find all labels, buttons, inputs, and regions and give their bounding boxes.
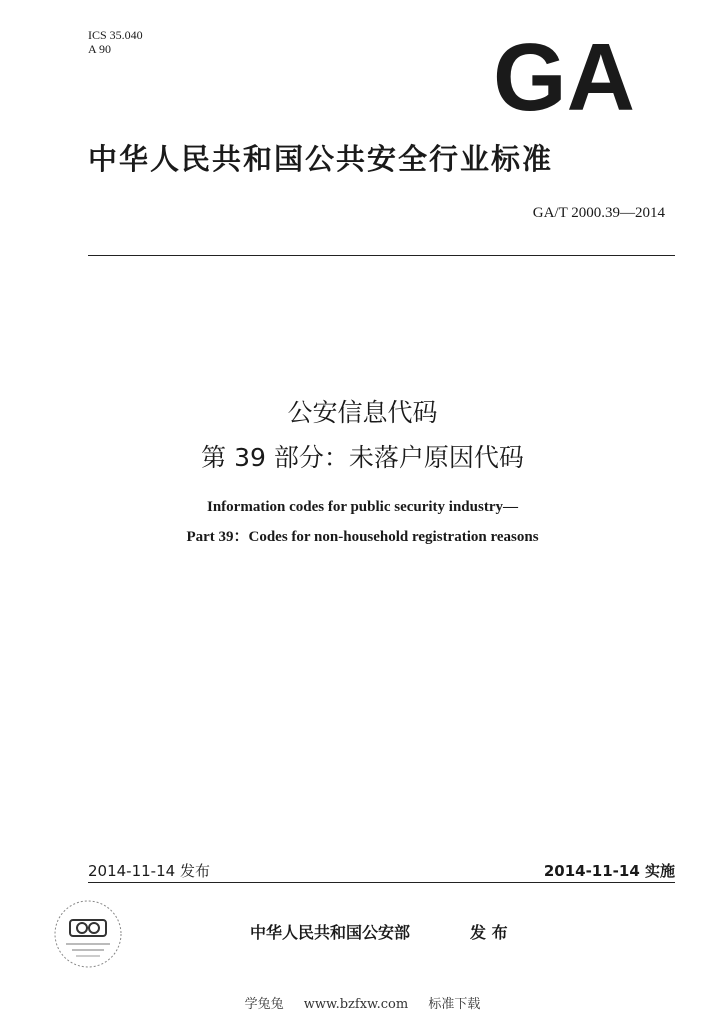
document-title-cn: 公安信息代码 bbox=[287, 398, 438, 427]
ics-code: ICS 35.040 bbox=[88, 28, 143, 42]
issuer-name: 中华人民共和国公安部 bbox=[250, 923, 411, 942]
document-title-en: Information codes for public security industry— bbox=[207, 499, 518, 515]
ccs-code: A 90 bbox=[88, 42, 112, 56]
organization-title: 中华人民共和国公共安全行业标准 bbox=[88, 142, 554, 176]
divider-bottom bbox=[88, 882, 675, 883]
divider-top bbox=[88, 255, 675, 256]
implement-date: 2014-11-14 实施 bbox=[543, 862, 675, 880]
document-subtitle-en: Part 39：Codes for non-household registration reasons bbox=[186, 529, 539, 545]
footer-tagline: 标准下载 bbox=[428, 997, 481, 1012]
issue-action: 发 布 bbox=[470, 923, 508, 942]
classification-codes bbox=[88, 28, 143, 56]
footer-site-name: 学兔兔 bbox=[244, 997, 284, 1012]
document-subtitle-cn: 第 39 部分：未落户原因代码 bbox=[201, 443, 524, 472]
publisher-seal-icon bbox=[52, 898, 124, 970]
svg-text:GA: GA bbox=[493, 36, 635, 114]
standard-code: GA/T 2000.39—2014 bbox=[532, 205, 665, 221]
ga-logo bbox=[493, 36, 635, 114]
publish-date: 2014-11-14 发布 bbox=[88, 862, 210, 880]
footer-watermark bbox=[0, 993, 725, 1012]
footer-url-link[interactable]: www.bzfxw.com bbox=[303, 997, 409, 1012]
